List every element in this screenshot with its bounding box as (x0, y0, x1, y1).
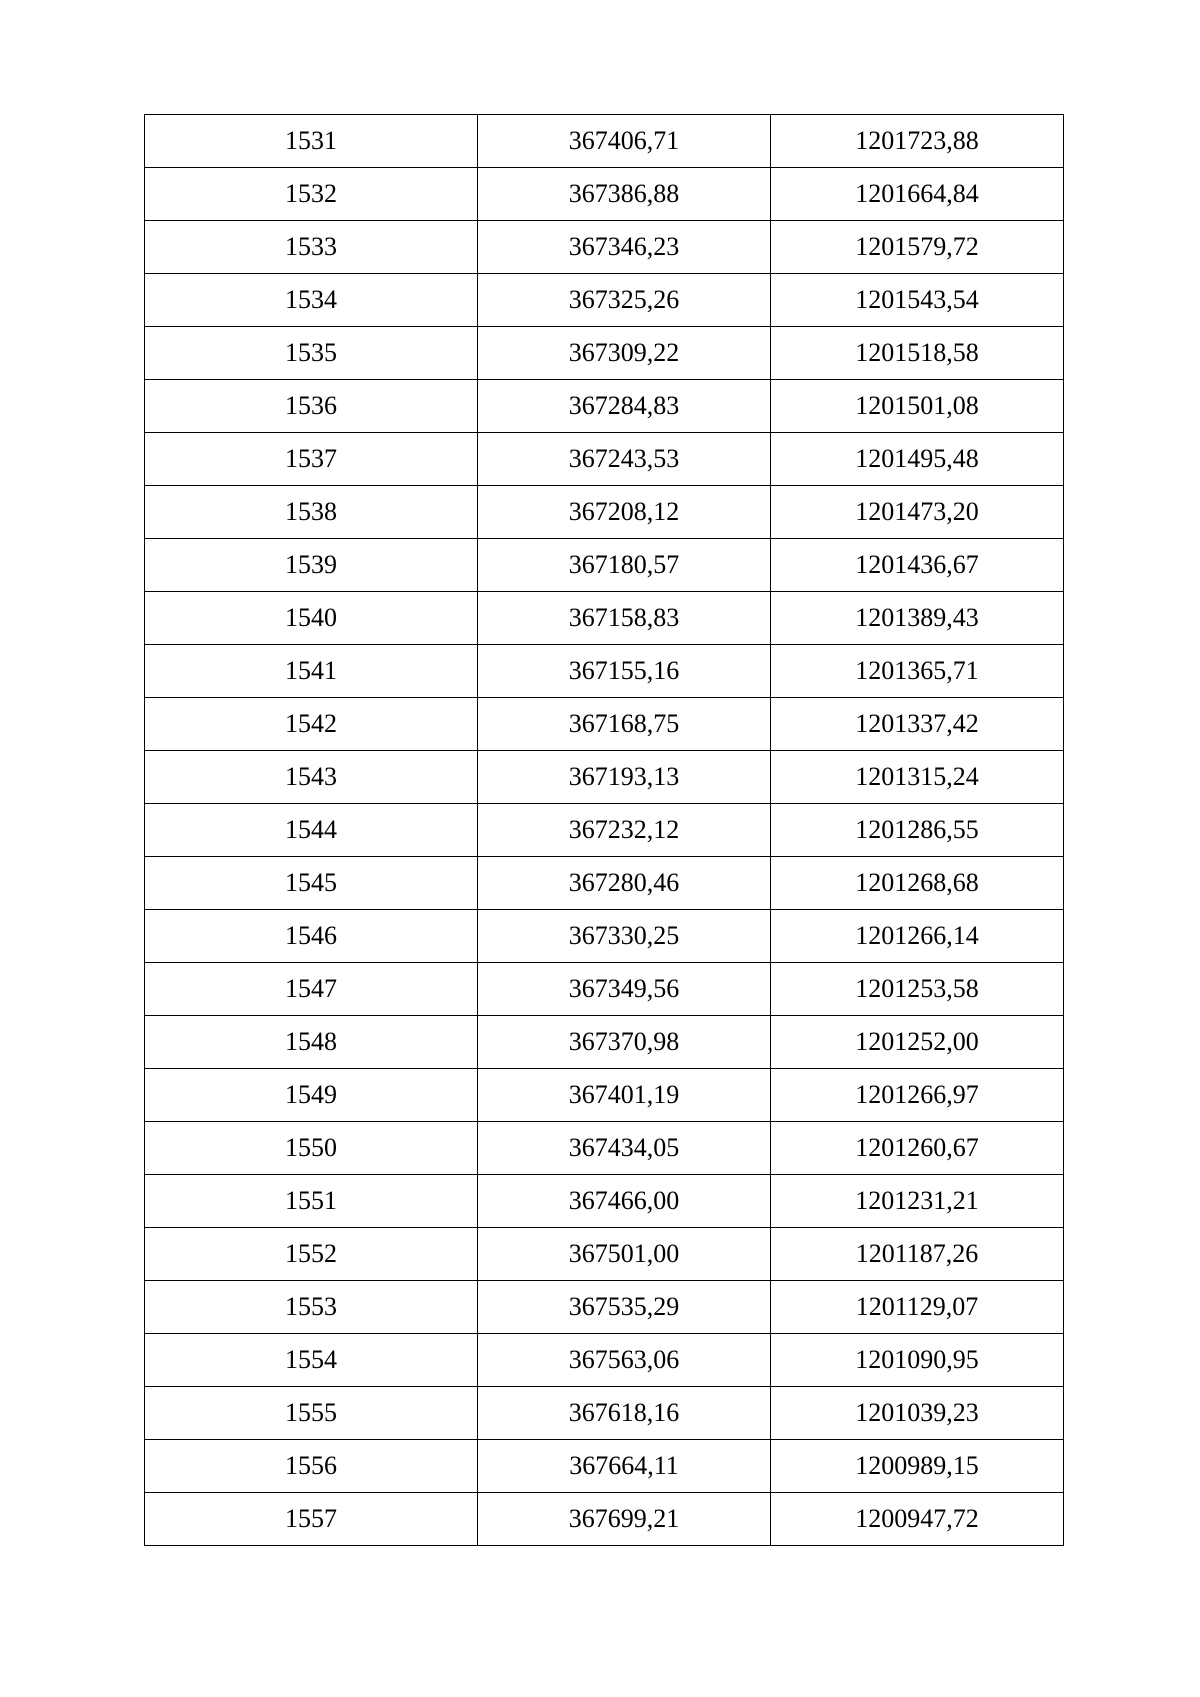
y-coordinate-cell: 1201473,20 (771, 486, 1064, 539)
y-coordinate-cell: 1201365,71 (771, 645, 1064, 698)
point-number-cell: 1552 (145, 1228, 478, 1281)
table-row (145, 1016, 1064, 1069)
x-coordinate-cell: 367284,83 (478, 380, 771, 433)
y-coordinate-cell: 1201266,14 (771, 910, 1064, 963)
point-number-cell: 1551 (145, 1175, 478, 1228)
y-coordinate-cell: 1201664,84 (771, 168, 1064, 221)
x-coordinate-cell: 367370,98 (478, 1016, 771, 1069)
y-coordinate-cell: 1201389,43 (771, 592, 1064, 645)
x-coordinate-cell: 367280,46 (478, 857, 771, 910)
x-coordinate-cell: 367155,16 (478, 645, 771, 698)
y-coordinate-cell: 1201337,42 (771, 698, 1064, 751)
point-number-cell: 1537 (145, 433, 478, 486)
y-coordinate-cell: 1201436,67 (771, 539, 1064, 592)
point-number-cell: 1545 (145, 857, 478, 910)
point-number-cell: 1542 (145, 698, 478, 751)
table-row (145, 115, 1064, 168)
point-number-cell: 1549 (145, 1069, 478, 1122)
x-coordinate-cell: 367699,21 (478, 1493, 771, 1546)
x-coordinate-cell: 367208,12 (478, 486, 771, 539)
point-number-cell: 1548 (145, 1016, 478, 1069)
y-coordinate-cell: 1201501,08 (771, 380, 1064, 433)
point-number-cell: 1536 (145, 380, 478, 433)
table-row (145, 433, 1064, 486)
point-number-cell: 1534 (145, 274, 478, 327)
y-coordinate-cell: 1201039,23 (771, 1387, 1064, 1440)
x-coordinate-cell: 367386,88 (478, 168, 771, 221)
x-coordinate-cell: 367330,25 (478, 910, 771, 963)
point-number-cell: 1533 (145, 221, 478, 274)
x-coordinate-cell: 367406,71 (478, 115, 771, 168)
table-row (145, 645, 1064, 698)
x-coordinate-cell: 367434,05 (478, 1122, 771, 1175)
x-coordinate-cell: 367309,22 (478, 327, 771, 380)
table-row (145, 1493, 1064, 1546)
y-coordinate-cell: 1201723,88 (771, 115, 1064, 168)
table-row (145, 380, 1064, 433)
y-coordinate-cell: 1201090,95 (771, 1334, 1064, 1387)
table-row (145, 274, 1064, 327)
y-coordinate-cell: 1201187,26 (771, 1228, 1064, 1281)
x-coordinate-cell: 367158,83 (478, 592, 771, 645)
table-row (145, 751, 1064, 804)
x-coordinate-cell: 367401,19 (478, 1069, 771, 1122)
point-number-cell: 1557 (145, 1493, 478, 1546)
point-number-cell: 1541 (145, 645, 478, 698)
point-number-cell: 1553 (145, 1281, 478, 1334)
point-number-cell: 1539 (145, 539, 478, 592)
x-coordinate-cell: 367563,06 (478, 1334, 771, 1387)
coordinates-table (144, 114, 1064, 1546)
y-coordinate-cell: 1201315,24 (771, 751, 1064, 804)
x-coordinate-cell: 367501,00 (478, 1228, 771, 1281)
table-row (145, 698, 1064, 751)
table-row (145, 1387, 1064, 1440)
table-row (145, 1281, 1064, 1334)
coordinates-table-body (145, 115, 1064, 1546)
y-coordinate-cell: 1201260,67 (771, 1122, 1064, 1175)
x-coordinate-cell: 367618,16 (478, 1387, 771, 1440)
y-coordinate-cell: 1201579,72 (771, 221, 1064, 274)
table-row (145, 804, 1064, 857)
point-number-cell: 1538 (145, 486, 478, 539)
y-coordinate-cell: 1201252,00 (771, 1016, 1064, 1069)
point-number-cell: 1540 (145, 592, 478, 645)
table-row (145, 1228, 1064, 1281)
point-number-cell: 1550 (145, 1122, 478, 1175)
x-coordinate-cell: 367193,13 (478, 751, 771, 804)
y-coordinate-cell: 1201268,68 (771, 857, 1064, 910)
x-coordinate-cell: 367180,57 (478, 539, 771, 592)
y-coordinate-cell: 1201543,54 (771, 274, 1064, 327)
point-number-cell: 1543 (145, 751, 478, 804)
point-number-cell: 1547 (145, 963, 478, 1016)
y-coordinate-cell: 1201518,58 (771, 327, 1064, 380)
point-number-cell: 1544 (145, 804, 478, 857)
point-number-cell: 1546 (145, 910, 478, 963)
table-row (145, 327, 1064, 380)
x-coordinate-cell: 367232,12 (478, 804, 771, 857)
y-coordinate-cell: 1201253,58 (771, 963, 1064, 1016)
table-row (145, 1122, 1064, 1175)
point-number-cell: 1535 (145, 327, 478, 380)
y-coordinate-cell: 1201266,97 (771, 1069, 1064, 1122)
y-coordinate-cell: 1201286,55 (771, 804, 1064, 857)
table-row (145, 592, 1064, 645)
x-coordinate-cell: 367466,00 (478, 1175, 771, 1228)
x-coordinate-cell: 367168,75 (478, 698, 771, 751)
table-row (145, 486, 1064, 539)
y-coordinate-cell: 1200947,72 (771, 1493, 1064, 1546)
y-coordinate-cell: 1201231,21 (771, 1175, 1064, 1228)
table-row (145, 1175, 1064, 1228)
x-coordinate-cell: 367535,29 (478, 1281, 771, 1334)
y-coordinate-cell: 1200989,15 (771, 1440, 1064, 1493)
x-coordinate-cell: 367346,23 (478, 221, 771, 274)
table-row (145, 168, 1064, 221)
point-number-cell: 1532 (145, 168, 478, 221)
table-row (145, 221, 1064, 274)
x-coordinate-cell: 367325,26 (478, 274, 771, 327)
table-row (145, 963, 1064, 1016)
x-coordinate-cell: 367243,53 (478, 433, 771, 486)
point-number-cell: 1554 (145, 1334, 478, 1387)
table-row (145, 1440, 1064, 1493)
table-row (145, 910, 1064, 963)
table-row (145, 857, 1064, 910)
y-coordinate-cell: 1201495,48 (771, 433, 1064, 486)
x-coordinate-cell: 367664,11 (478, 1440, 771, 1493)
point-number-cell: 1531 (145, 115, 478, 168)
y-coordinate-cell: 1201129,07 (771, 1281, 1064, 1334)
point-number-cell: 1556 (145, 1440, 478, 1493)
table-row (145, 1334, 1064, 1387)
x-coordinate-cell: 367349,56 (478, 963, 771, 1016)
table-row (145, 1069, 1064, 1122)
point-number-cell: 1555 (145, 1387, 478, 1440)
table-row (145, 539, 1064, 592)
